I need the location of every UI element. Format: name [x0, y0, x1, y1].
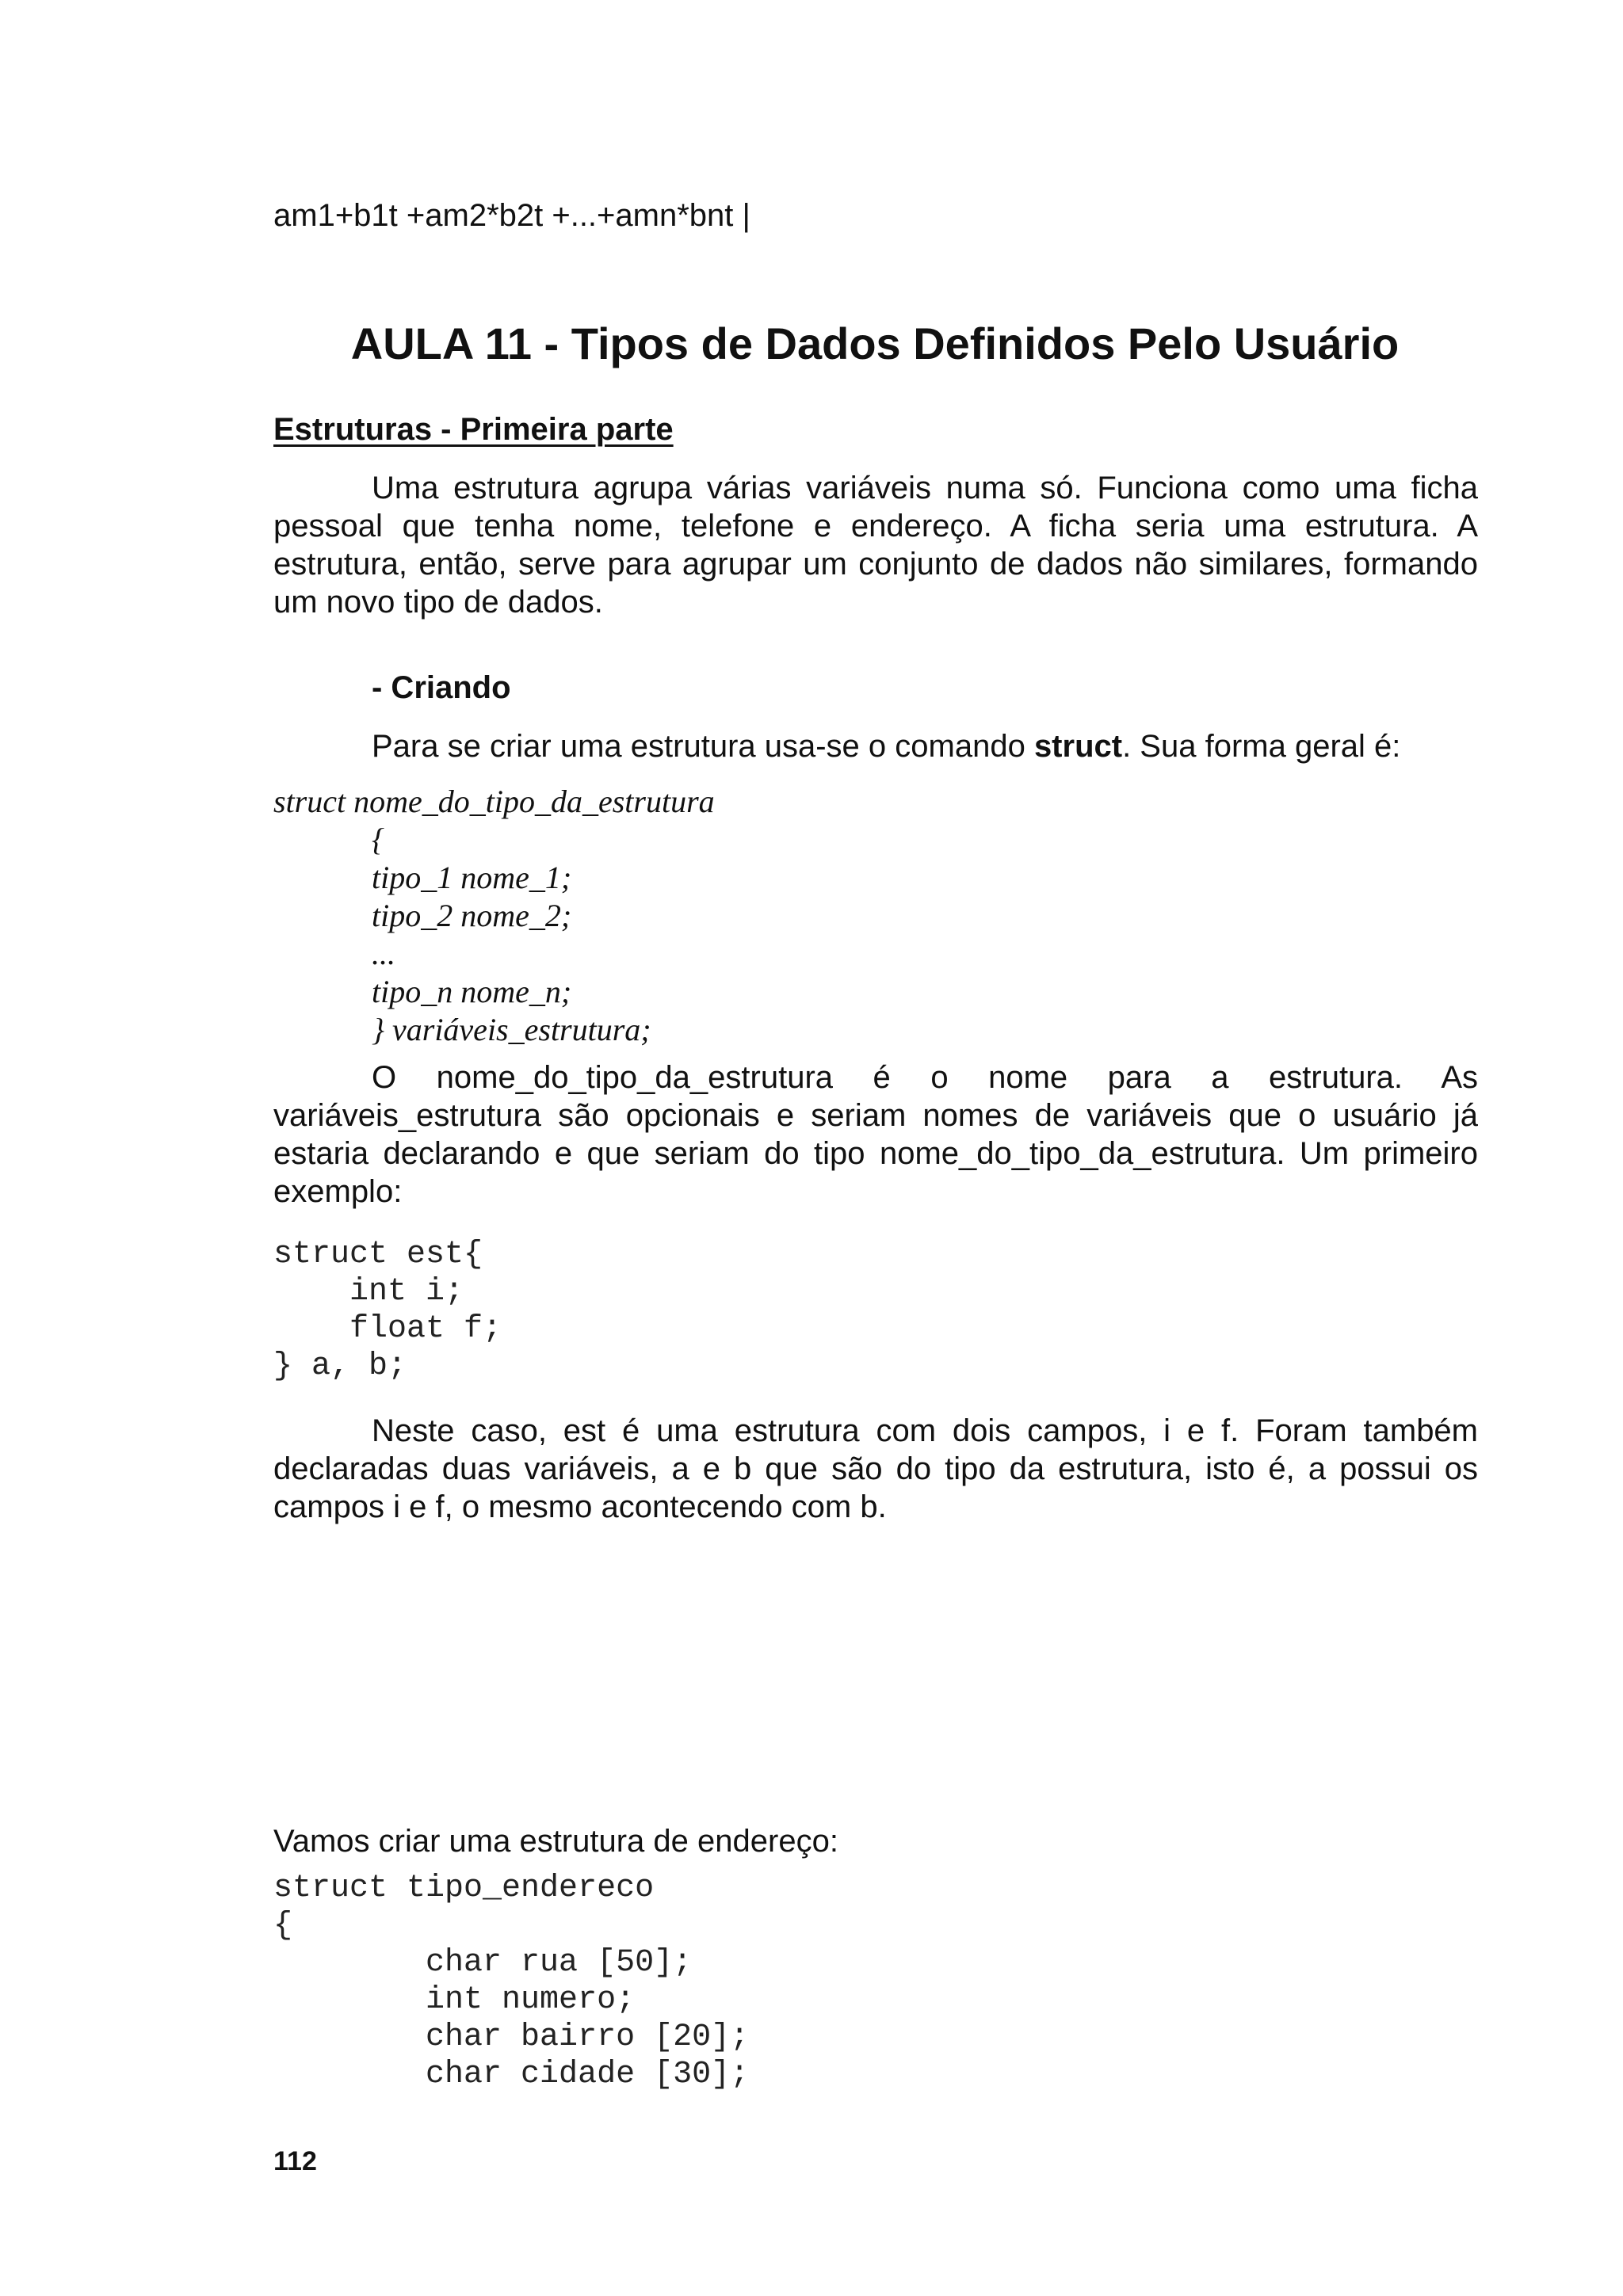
- intro-paragraph: Uma estrutura agrupa várias variáveis numa só. Funciona como uma ficha pessoal que tenha nome, telefone e endereço. A ficha seria uma estrutura. A estrutura, então, serve para agrupar um conjunto de dados não similares, formando um novo tipo de dados.: [273, 471, 1478, 620]
- section-heading: Estruturas - Primeira parte: [273, 412, 674, 447]
- page-number: 112: [273, 2146, 317, 2176]
- subheading-criando: - Criando: [372, 670, 511, 705]
- code-line: } a, b;: [273, 1348, 407, 1384]
- formula-fragment-line: am1+b1t +am2*b2t +...+amn*bnt |: [273, 198, 750, 233]
- general-form-line: {: [372, 822, 384, 857]
- struct-keyword: struct: [1033, 729, 1123, 764]
- code-line: float f;: [273, 1311, 502, 1347]
- code-line: char cidade [30];: [273, 2057, 750, 2092]
- code-line: struct tipo_endereco: [273, 1871, 655, 1906]
- general-form-line: tipo_n nome_n;: [372, 974, 572, 1009]
- general-form-line: struct nome_do_tipo_da_estrutura: [273, 784, 715, 819]
- chapter-title: AULA 11 - Tipos de Dados Definidos Pelo Usuário: [350, 318, 1400, 368]
- general-form-line: tipo_1 nome_1;: [372, 860, 572, 895]
- criando-text-before: Para se criar uma estrutura usa-se o comando: [372, 729, 1034, 764]
- code-line: int i;: [273, 1274, 464, 1310]
- code-line: {: [273, 1908, 293, 1943]
- code-line: struct est{: [273, 1237, 483, 1272]
- explanation-paragraph: O nome_do_tipo_da_estrutura é o nome para a estrutura. As variáveis_estrutura são opcionais e seriam nomes de variáveis que o usuário já estaria declarando e que seriam do tipo nome_do_tipo_da_estrutura. Um primeiro exemplo:: [273, 1060, 1478, 1209]
- general-form-line: tipo_2 nome_2;: [372, 898, 572, 933]
- criando-sentence: [372, 727, 1400, 765]
- address-intro: Vamos criar uma estrutura de endereço:: [273, 1824, 838, 1859]
- code-line: int numero;: [273, 1982, 636, 2018]
- general-form-line: } variáveis_estrutura;: [372, 1012, 651, 1047]
- general-form-line: ...: [372, 936, 395, 971]
- code-line: char bairro [20];: [273, 2019, 750, 2055]
- code-line: char rua [50];: [273, 1945, 693, 1981]
- case-paragraph: Neste caso, est é uma estrutura com dois campos, i e f. Foram também declaradas duas variáveis, a e b que são do tipo da estrutura, isto é, a possui os campos i e f, o mesmo acontecendo com b.: [273, 1413, 1478, 1524]
- criando-text-after: . Sua forma geral é:: [1122, 729, 1401, 764]
